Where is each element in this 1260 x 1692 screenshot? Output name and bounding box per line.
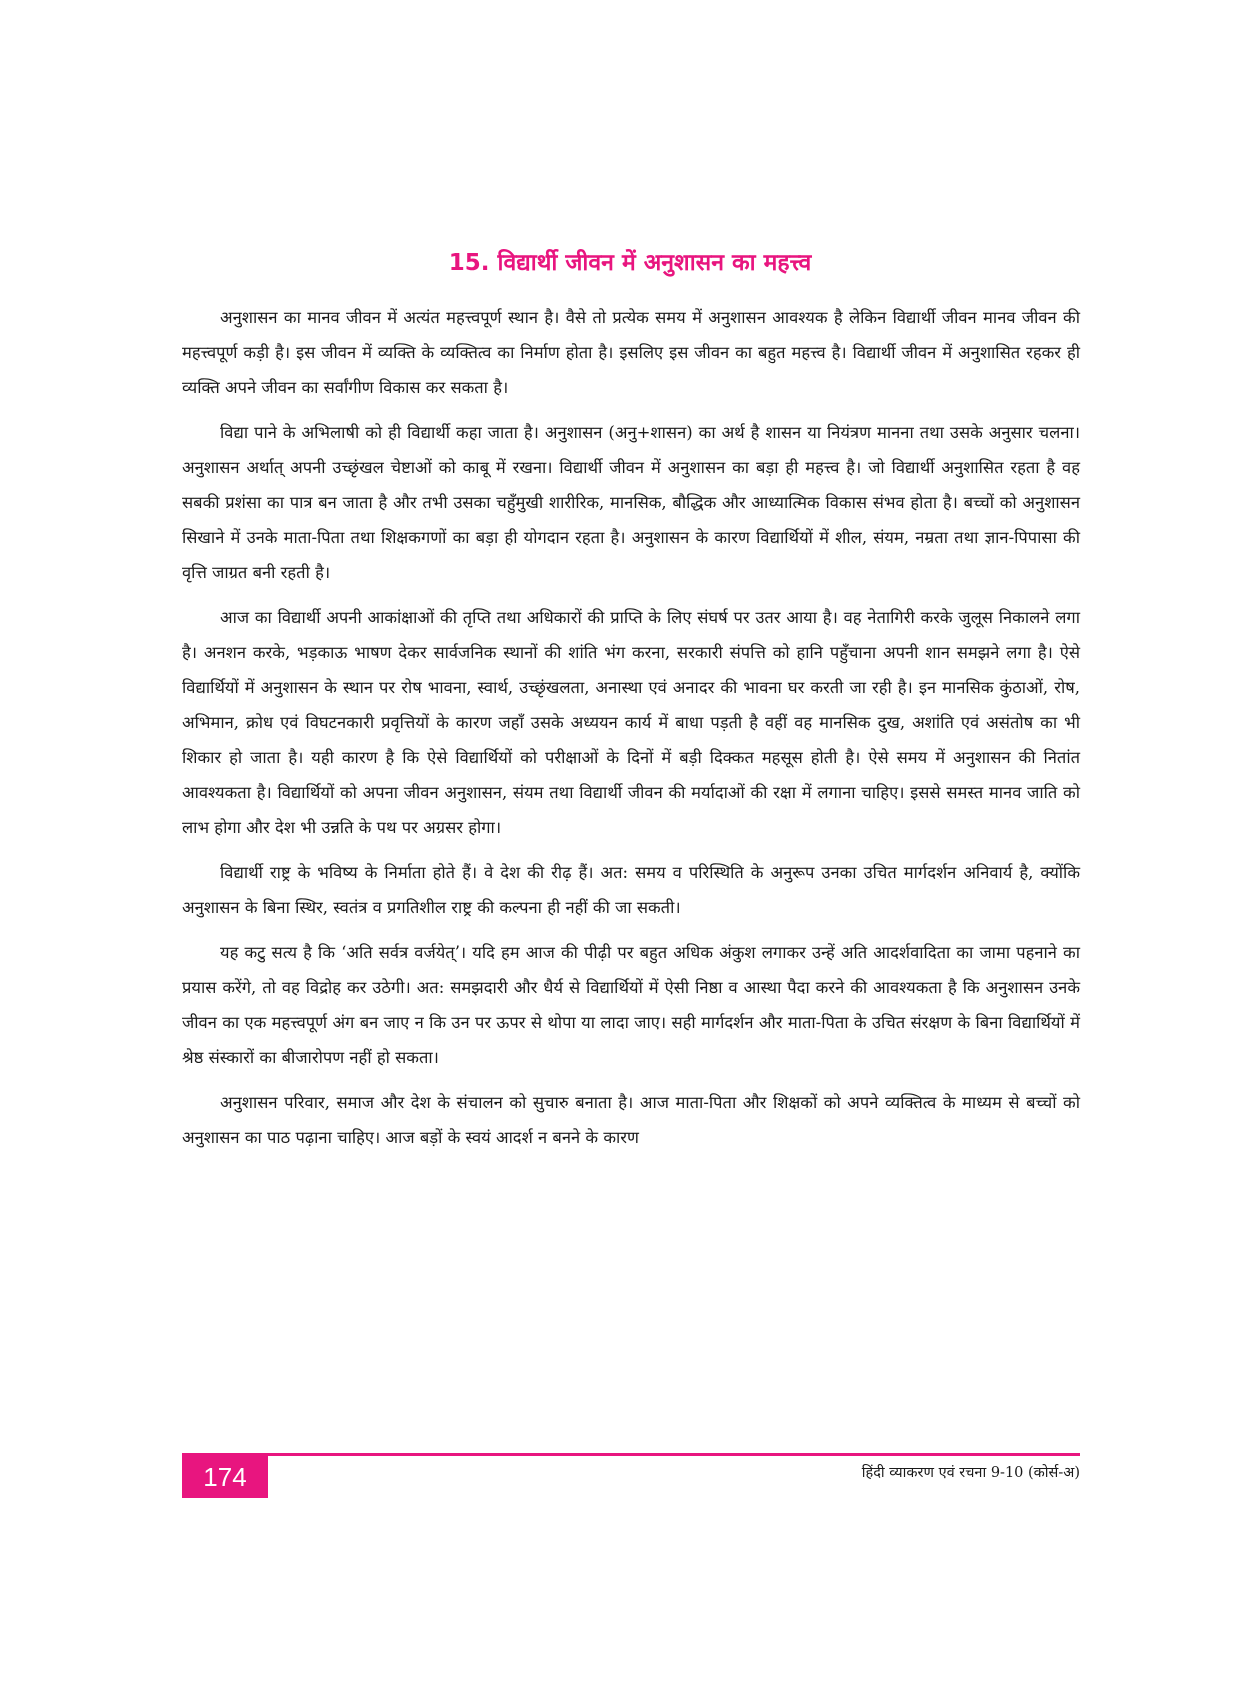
paragraph: आज का विद्यार्थी अपनी आकांक्षाओं की तृप्ति तथा अधिकारों की प्राप्ति के लिए संघर्ष पर उतर आया है। वह नेतागिरी करके जुलूस निकालने लगा है। अनशन करके, भड़काऊ भाषण देकर सार्वजनिक स्थानों की शांति भंग करना, सरकारी संपत्ति को हानि पहुँचाना अपनी शान समझने लगा है। ऐसे विद्यार्थियों में अनुशासन के स्थान पर रोष भावना, स्वार्थ, उच्छृंखलता, अनास्था एवं अनादर की भावना घर करती जा रही है। इन मानसिक कुंठाओं, रोष, अभिमान, क्रोध एवं विघटनकारी प्रवृत्तियों के कारण जहाँ उसके अध्ययन कार्य में बाधा पड़ती है वहीं वह मानसिक दुख, अशांति एवं असंतोष का भी शिकार हो जाता है। यही कारण है कि ऐसे विद्यार्थियों को परीक्षाओं के दिनों में बड़ी दिक्कत महसूस होती है। ऐसे समय में अनुशासन की नितांत आवश्यकता है। विद्यार्थियों को अपना जीवन अनुशासन, संयम तथा विद्यार्थी जीवन की मर्यादाओं की रक्षा में लगाना चाहिए। इससे समस्त मानव जाति को लाभ होगा और देश भी उन्नति के पथ पर अग्रसर होगा।: [182, 608, 1080, 837]
book-title: हिंदी व्याकरण एवं रचना 9-10 (कोर्स-अ): [861, 1465, 1080, 1481]
page-number-badge: 174: [182, 1456, 268, 1498]
paragraph: विद्या पाने के अभिलाषी को ही विद्यार्थी कहा जाता है। अनुशासन (अनु+शासन) का अर्थ है शासन या नियंत्रण मानना तथा उसके अनुसार चलना। अनुशासन अर्थात् अपनी उच्छृंखल चेष्टाओं को काबू में रखना। विद्यार्थी जीवन में अनुशासन का बड़ा ही महत्त्व है। जो विद्यार्थी अनुशासित रहता है वह सबकी प्रशंसा का पात्र बन जाता है और तभी उसका चहुँमुखी शारीरिक, मानसिक, बौद्धिक और आध्यात्मिक विकास संभव होता है। बच्चों को अनुशासन सिखाने में उनके माता-पिता तथा शिक्षकगणों का बड़ा ही योगदान रहता है। अनुशासन के कारण विद्यार्थियों में शील, संयम, नम्रता तथा ज्ञान-पिपासा की वृत्ति जाग्रत बनी रहती है।: [182, 423, 1080, 582]
chapter-title: 15. विद्यार्थी जीवन में अनुशासन का महत्त्व: [448, 250, 812, 276]
paragraph: विद्यार्थी राष्ट्र के भविष्य के निर्माता होते हैं। वे देश की रीढ़ हैं। अत: समय व परिस्थिति के अनुरूप उनका उचित मार्गदर्शन अनिवार्य है, क्योंकि अनुशासन के बिना स्थिर, स्वतंत्र व प्रगतिशील राष्ट्र की कल्पना ही नहीं की जा सकती।: [182, 863, 1080, 917]
paragraph: अनुशासन परिवार, समाज और देश के संचालन को सुचारु बनाता है। आज माता-पिता और शिक्षकों को अपने व्यक्तित्व के माध्यम से बच्चों को अनुशासन का पाठ पढ़ाना चाहिए। आज बड़ों के स्वयं आदर्श न बनने के कारण: [182, 1093, 1080, 1147]
footer-divider: [182, 1453, 1080, 1456]
essay-body: [182, 300, 1080, 1165]
paragraph: अनुशासन का मानव जीवन में अत्यंत महत्त्वपूर्ण स्थान है। वैसे तो प्रत्येक समय में अनुशासन आवश्यक है लेकिन विद्यार्थी जीवन मानव जीवन की महत्त्वपूर्ण कड़ी है। इस जीवन में व्यक्ति के व्यक्तित्व का निर्माण होता है। इसलिए इस जीवन का बहुत महत्त्व है। विद्यार्थी जीवन में अनुशासित रहकर ही व्यक्ति अपने जीवन का सर्वांगीण विकास कर सकता है।: [182, 308, 1080, 397]
paragraph: यह कटु सत्य है कि ‘अति सर्वत्र वर्जयेत्’। यदि हम आज की पीढ़ी पर बहुत अधिक अंकुश लगाकर उन्हें अति आदर्शवादिता का जामा पहनाने का प्रयास करेंगे, तो वह विद्रोह कर उठेगी। अत: समझदारी और धैर्य से विद्यार्थियों में ऐसी निष्ठा व आस्था पैदा करने की आवश्यकता है कि अनुशासन उनके जीवन का एक महत्त्वपूर्ण अंग बन जाए न कि उन पर ऊपर से थोपा या लादा जाए। सही मार्गदर्शन और माता-पिता के उचित संरक्षण के बिना विद्यार्थियों में श्रेष्ठ संस्कारों का बीजारोपण नहीं हो सकता।: [182, 943, 1080, 1067]
